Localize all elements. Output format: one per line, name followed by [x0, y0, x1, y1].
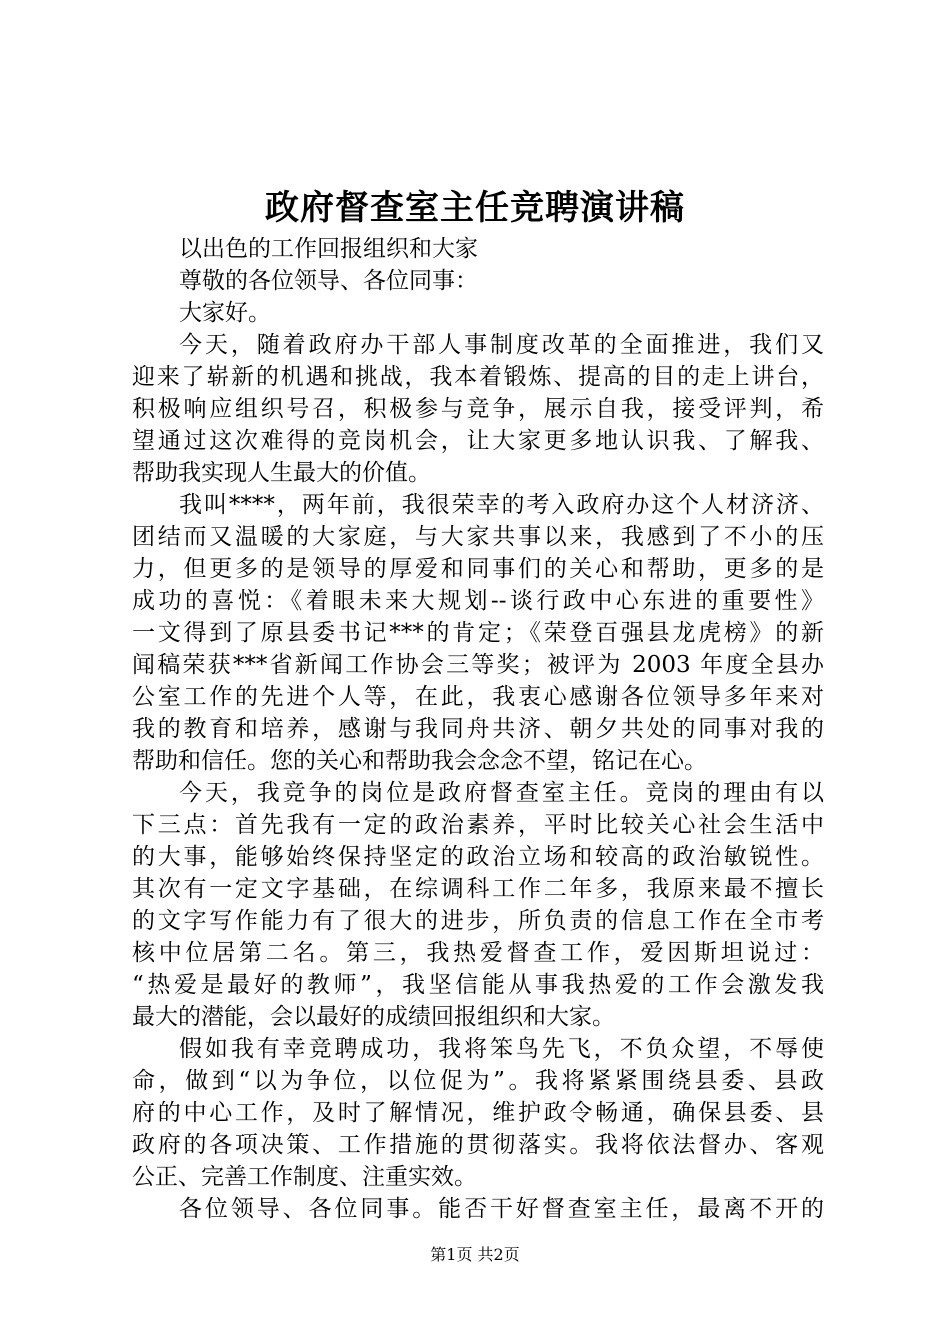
- text-line: 政府的各项决策、工作措施的贯彻落实。我将依法督办、客观: [132, 1132, 824, 1158]
- text-line: 闻稿荣获***省新闻工作协会三等奖；被评为 2003 年度全县办: [132, 652, 824, 678]
- text-line: 核中位居第二名。第三，我热爱督查工作，爱因斯坦说过：: [132, 940, 824, 966]
- document-body: [132, 233, 824, 1225]
- text-line: 大家好。: [179, 300, 271, 326]
- text-line: 的文字写作能力有了很大的进步，所负责的信息工作在全市考: [132, 908, 824, 934]
- text-line: 一文得到了原县委书记***的肯定；《荣登百强县龙虎榜》的新: [132, 620, 824, 646]
- text-line: 成功的喜悦：《着眼未来大规划--谈行政中心东进的重要性》: [132, 588, 824, 614]
- text-line: 望通过这次难得的竞岗机会，让大家更多地认识我、了解我、: [132, 428, 824, 454]
- text-line: 积极响应组织号召，积极参与竞争，展示自我，接受评判，希: [132, 396, 824, 422]
- text-line: 我的教育和培养，感谢与我同舟共济、朝夕共处的同事对我的: [132, 716, 824, 742]
- document-title: 政府督查室主任竞聘演讲稿: [265, 188, 685, 228]
- text-line: 公正、完善工作制度、注重实效。: [132, 1164, 477, 1190]
- text-line: “热爱是最好的教师”，我坚信能从事我热爱的工作会激发我: [132, 972, 824, 998]
- text-line: 我叫****，两年前，我很荣幸的考入政府办这个人材济济、: [179, 492, 824, 518]
- text-line: 命，做到“以为争位，以位促为”。我将紧紧围绕县委、县政: [132, 1068, 824, 1094]
- text-line: 下三点：首先我有一定的政治素养，平时比较关心社会生活中: [132, 812, 824, 838]
- text-line: 假如我有幸竞聘成功，我将笨鸟先飞，不负众望，不辱使: [179, 1036, 824, 1062]
- text-line: 迎来了崭新的机遇和挑战，我本着锻炼、提高的目的走上讲台，: [132, 364, 824, 390]
- text-line: 公室工作的先进个人等，在此，我衷心感谢各位领导多年来对: [132, 684, 824, 710]
- text-line: 府的中心工作，及时了解情况，维护政令畅通，确保县委、县: [132, 1100, 824, 1126]
- text-line: 今天，随着政府办干部人事制度改革的全面推进，我们又: [179, 332, 824, 358]
- page-indicator: 第1页 共2页: [430, 1245, 520, 1264]
- text-line: 的大事，能够始终保持坚定的政治立场和较高的政治敏锐性。: [132, 844, 824, 870]
- text-line: 今天，我竞争的岗位是政府督查室主任。竞岗的理由有以: [179, 780, 824, 806]
- text-line: 以出色的工作回报组织和大家: [179, 236, 478, 262]
- text-line: 力，但更多的是领导的厚爱和同事们的关心和帮助，更多的是: [132, 556, 824, 582]
- text-line: 各位领导、各位同事。能否干好督查室主任，最离不开的: [179, 1196, 824, 1222]
- text-line: 帮助我实现人生最大的价值。: [132, 460, 431, 486]
- text-line: 团结而又温暖的大家庭，与大家共事以来，我感到了不小的压: [132, 524, 824, 550]
- text-line: 尊敬的各位领导、各位同事：: [179, 268, 478, 294]
- text-line: 帮助和信任。您的关心和帮助我会念念不望，铭记在心。: [132, 748, 707, 774]
- text-line: 其次有一定文字基础，在综调科工作二年多，我原来最不擅长: [132, 876, 824, 902]
- text-line: 最大的潜能，会以最好的成绩回报组织和大家。: [132, 1004, 615, 1030]
